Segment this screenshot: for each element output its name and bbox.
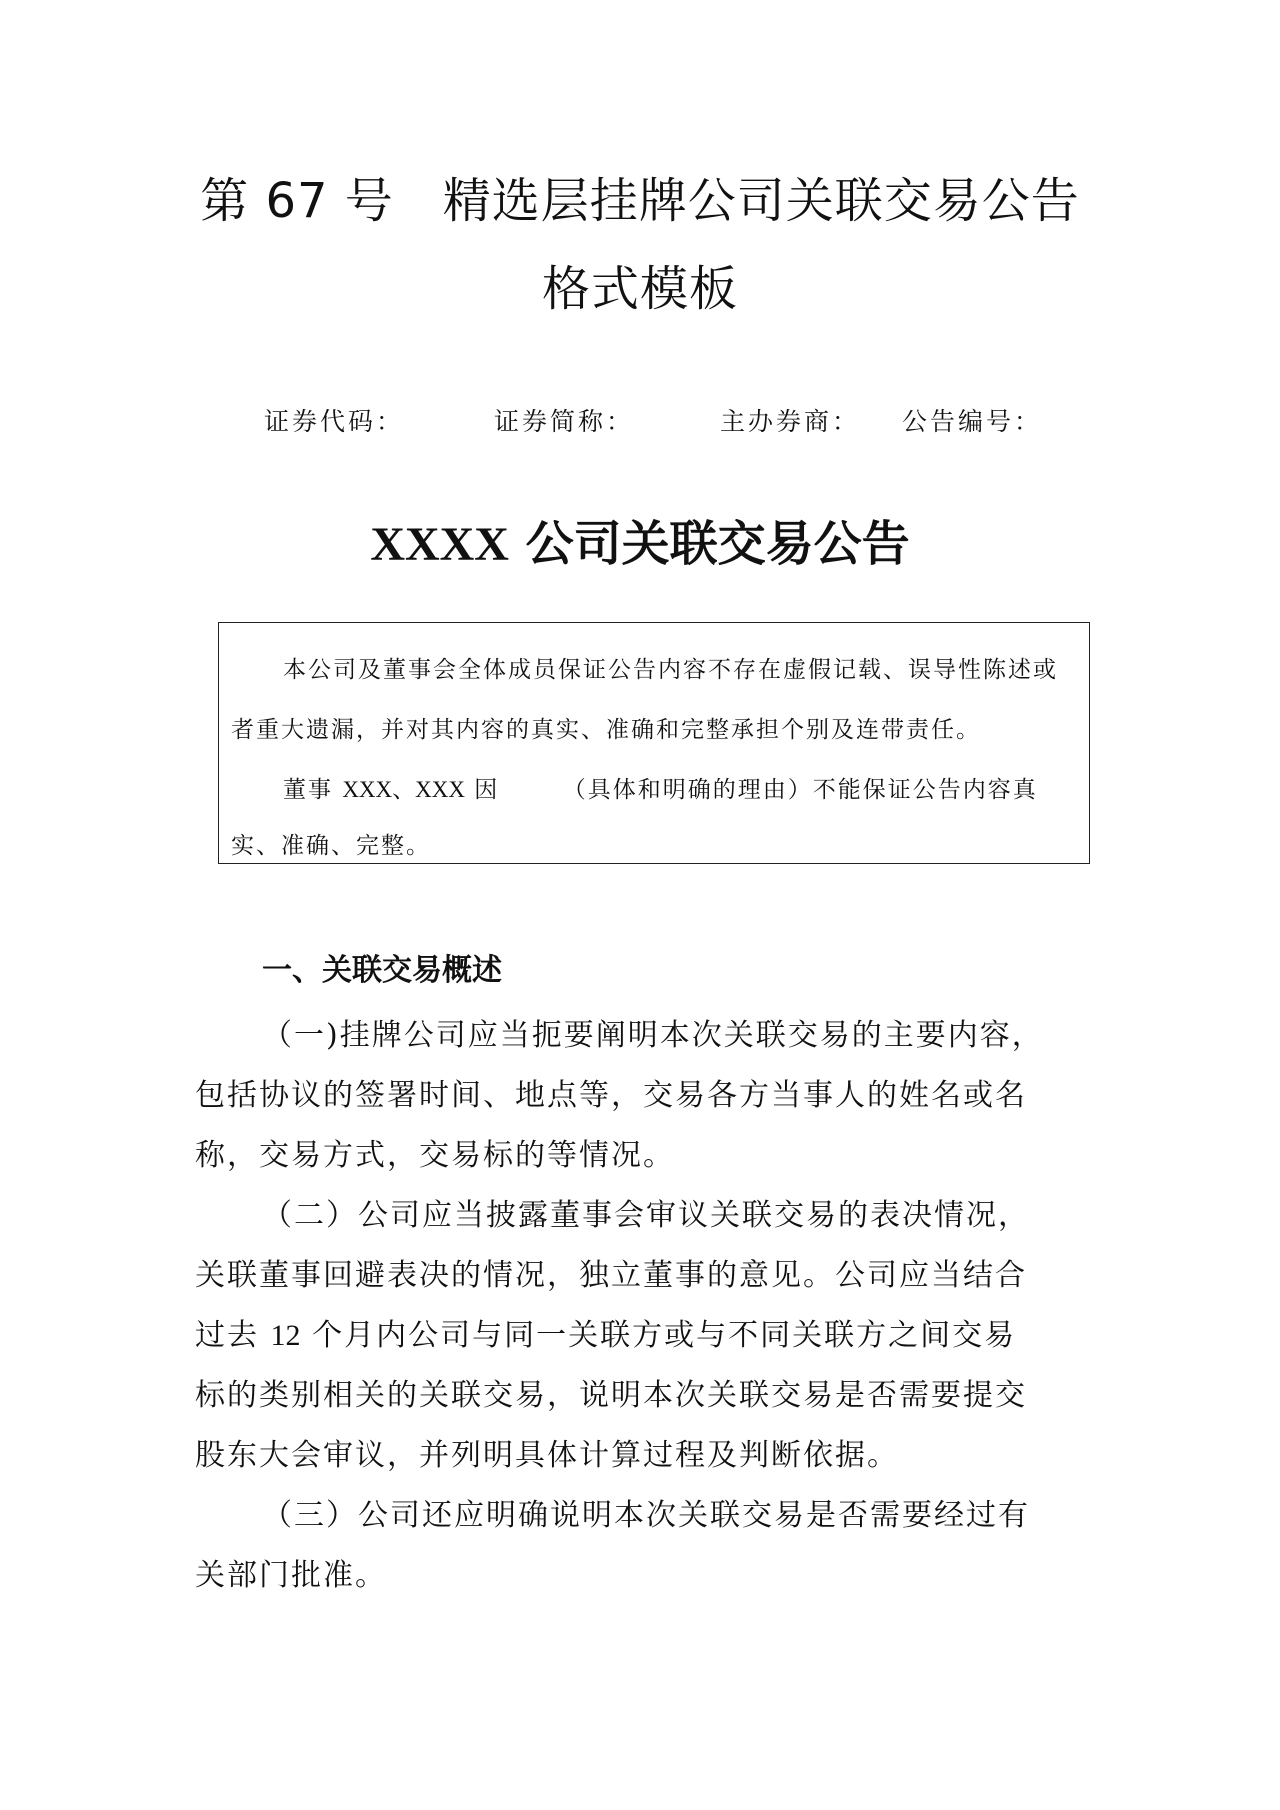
para1-line3: 称，交易方式，交易标的等情况。 bbox=[195, 1138, 675, 1173]
announcement-title-rest: 公司关联交易公告 bbox=[508, 516, 910, 572]
security-code-label: 证券代码： bbox=[264, 407, 405, 436]
notice-line3-directors: XXX、XXX bbox=[342, 777, 465, 802]
para2-line4: 标的类别相关的关联交易，说明本次关联交易是否需要提交 bbox=[195, 1378, 1027, 1413]
document-title-line1: 第 67 号 精选层挂牌公司关联交易公告 bbox=[200, 173, 1080, 229]
para2-line3-part2: 个月内公司与同一关联方或与不同关联方之间交易 bbox=[300, 1318, 1017, 1353]
notice-line3-part1: 董事 bbox=[283, 777, 343, 803]
para1-line2: 包括协议的签署时间、地点等，交易各方当事人的姓名或名 bbox=[195, 1078, 1027, 1113]
para3-line2: 关部门批准。 bbox=[195, 1558, 387, 1593]
document-title-line2: 格式模板 bbox=[541, 261, 738, 317]
notice-line3 bbox=[283, 771, 1038, 804]
para2-line5: 股东大会审议，并列明具体计算过程及判断依据。 bbox=[195, 1438, 899, 1473]
para2-line2: 关联董事回避表决的情况，独立董事的意见。公司应当结合 bbox=[195, 1258, 1027, 1293]
para1-line1: （一)挂牌公司应当扼要阐明本次关联交易的主要内容， bbox=[262, 1018, 1044, 1053]
notice-line1: 本公司及董事会全体成员保证公告内容不存在虚假记载、误导性陈述或 bbox=[283, 657, 1058, 683]
announcement-title-latin: XXXX bbox=[370, 518, 509, 571]
security-abbr-label: 证券简称： bbox=[494, 407, 635, 436]
announcement-title bbox=[0, 505, 1280, 574]
notice-line3-part2: 因 （具体和明确的理由）不能保证公告内容真 bbox=[464, 777, 1038, 803]
para2-line3-part1: 过去 bbox=[195, 1318, 271, 1353]
announcement-no-label: 公告编号： bbox=[902, 407, 1043, 436]
notice-box bbox=[218, 622, 1090, 864]
para3-line1: （三）公司还应明确说明本次关联交易是否需要经过有 bbox=[262, 1498, 1030, 1533]
sponsor-label: 主办券商： bbox=[720, 407, 861, 436]
meta-row bbox=[0, 402, 1280, 442]
notice-line4: 实、准确、完整。 bbox=[231, 833, 431, 859]
section1-heading: 一、关联交易概述 bbox=[262, 953, 502, 988]
para2-line1: （二）公司应当披露董事会审议关联交易的表决情况， bbox=[262, 1198, 1030, 1233]
para2-line3 bbox=[195, 1310, 1016, 1354]
notice-line2: 者重大遗漏，并对其内容的真实、准确和完整承担个别及连带责任。 bbox=[231, 717, 981, 743]
para2-line3-number: 12 bbox=[270, 1319, 301, 1352]
